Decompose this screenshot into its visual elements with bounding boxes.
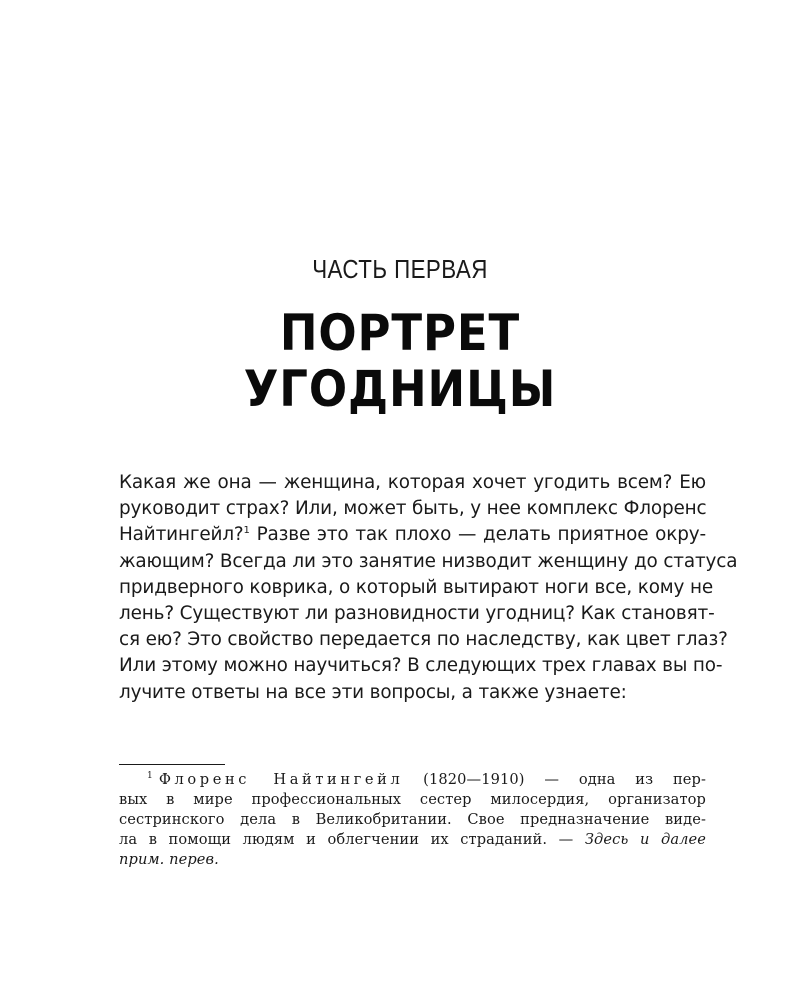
body-line [119,522,706,548]
footnote-line: сестринского дела в Великобритании. Свое предназначение виде- [119,811,706,828]
footnote-divider [119,764,225,765]
part-title-line-1: ПОРТРЕТ [279,304,521,362]
body-line: лень? Существуют ли разновидности угодниц? Как становят- [119,603,715,625]
body-line: руководит страх? Или, может быть, у нее комплекс Флоренс [119,498,707,520]
footnote-line [119,770,706,790]
body-line: ся ею? Это свойство передается по наследству, как цвет глаз? [119,629,728,651]
footnote-line [119,830,706,850]
footnote-reference[interactable]: 1 [243,525,250,537]
footnote-text: (1820—1910) — одна из пер- [423,771,706,788]
footnote-line: вых в мире профессиональных сестер милосердия, организатор [119,791,706,808]
footnote-italic: Здесь и далее [584,831,707,848]
part-label: ЧАСТЬ ПЕРВАЯ [312,254,488,284]
body-line: придверного коврика, о который вытирают ноги все, кому не [119,576,713,598]
body-line-segment: Разве это так плохо — делать приятное окру- [256,524,706,546]
footnote-line [119,850,706,870]
body-line: Какая же она — женщина, которая хочет угодить всем? Ею [119,472,706,493]
part-title-line-2: УГОДНИЦЫ [243,360,557,418]
footnote [119,770,706,870]
part-title [40,305,760,417]
body-paragraph [119,470,738,706]
footnote-text: ла в помощи людям и облегчении их страданий. — [119,831,574,848]
footnote-italic: прим. перев. [119,851,219,868]
body-line: лучите ответы на все эти вопросы, а также узнаете: [119,681,627,703]
body-line-segment: Найтингейл? [119,524,244,546]
footnote-name: Флоренс Найтингейл [158,771,404,788]
body-line: жающим? Всегда ли это занятие низводит женщину до статуса [119,550,738,572]
footnote-number: 1 [147,771,153,782]
body-line: Или этому можно научиться? В следующих трех главах вы по- [119,655,723,677]
